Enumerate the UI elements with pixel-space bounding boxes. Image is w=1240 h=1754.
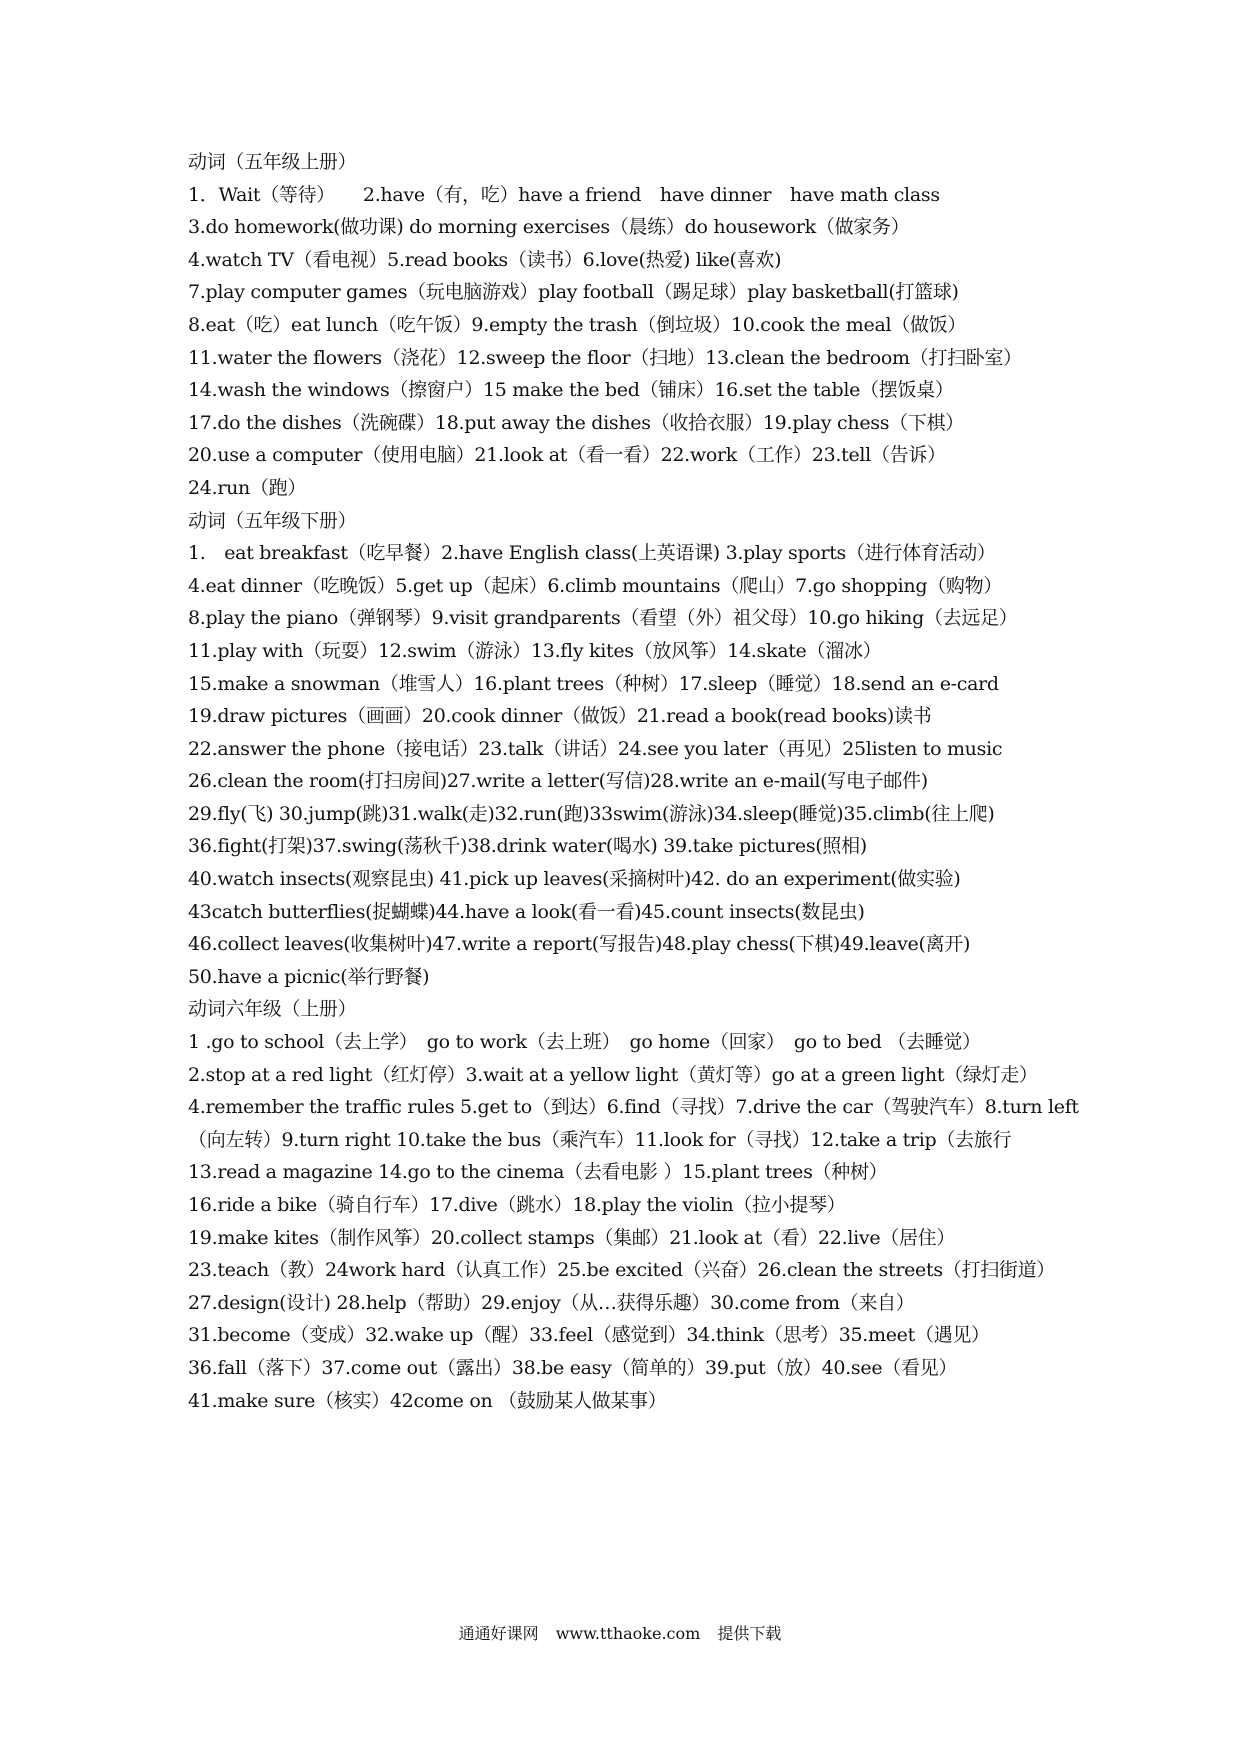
text-line: （向左转）9.turn right 10.take the bus（乘汽车）11.look for（寻找）12.take a trip（去旅行 xyxy=(188,1128,1012,1151)
text-line: 1. eat breakfast（吃早餐）2.have English class(上英语课) 3.play sports（进行体育活动） xyxy=(188,542,996,565)
text-line: 41.make sure（核实）42come on （鼓励某人做某事） xyxy=(188,1389,667,1412)
text-line: 23.teach（教）24work hard（认真工作）25.be excited（兴奋）26.clean the streets（打扫街道） xyxy=(188,1259,1055,1282)
text-line: 17.do the dishes（洗碗碟）18.put away the dishes（收拾衣服）19.play chess（下棋） xyxy=(188,411,964,434)
text-line: 19.draw pictures（画画）20.cook dinner（做饭）21.read a book(read books)读书 xyxy=(188,705,932,728)
text-line: 16.ride a bike（骑自行车）17.dive（跳水）18.play the violin（拉小提琴） xyxy=(188,1194,846,1216)
text-line: 动词（五年级下册） xyxy=(188,509,357,532)
text-line: 动词六年级（上册） xyxy=(188,998,357,1021)
text-line: 4.watch TV（看电视）5.read books（读书）6.love(热爱) like(喜欢) xyxy=(188,248,782,271)
text-line: 8.eat（吃）eat lunch（吃午饭）9.empty the trash（倒垃圾）10.cook the meal（做饭） xyxy=(188,313,967,336)
text-line: 46.collect leaves(收集树叶)47.write a report(写报告)48.play chess(下棋)49.leave(离开) xyxy=(188,933,971,956)
footer-url: www.tthaoke.com xyxy=(555,1624,701,1643)
text-line: 19.make kites（制作风筝）20.collect stamps（集邮）21.look at（看）22.live（居住） xyxy=(188,1226,956,1249)
text-line: 13.read a magazine 14.go to the cinema（去看电影 ）15.plant trees（种树） xyxy=(188,1161,888,1184)
text-line: 20.use a computer（使用电脑）21.look at（看一看）22.work（工作）23.tell（告诉） xyxy=(188,444,946,467)
text-line: 8.play the piano（弹钢琴）9.visit grandparents（看望（外）祖父母）10.go hiking（去远足） xyxy=(188,607,1018,630)
text-line: 2.stop at a red light（红灯停）3.wait at a yellow light（黄灯等）go at a green light（绿灯走） xyxy=(188,1063,1038,1086)
text-line: 26.clean the room(打扫房间)27.write a letter(写信)28.write an e-mail(写电子邮件) xyxy=(188,770,928,793)
text-line: 36.fall（落下）37.come out（露出）38.be easy（简单的）39.put（放）40.see（看见） xyxy=(188,1356,958,1379)
text-line: 15.make a snowman（堆雪人）16.plant trees（种树）17.sleep（睡觉）18.send an e-card xyxy=(188,672,999,695)
footer-suffix: 提供下载 xyxy=(717,1624,782,1643)
text-line: 4.remember the traffic rules 5.get to（到达）6.find（寻找）7.drive the car（驾驶汽车）8.turn left xyxy=(188,1096,1079,1119)
text-line: 1 .go to school（去上学） go to work（去上班） go home（回家） go to bed （去睡觉） xyxy=(188,1031,981,1054)
text-line: 29.fly(飞) 30.jump(跳)31.walk(走)32.run(跑)33swim(游泳)34.sleep(睡觉)35.climb(往上爬) xyxy=(188,802,995,825)
text-line: 11.water the flowers（浇花）12.sweep the floor（扫地）13.clean the bedroom（打扫卧室） xyxy=(188,346,1022,369)
text-line: 50.have a picnic(举行野餐) xyxy=(188,965,430,988)
text-line: 24.run（跑） xyxy=(188,476,307,499)
text-line: 4.eat dinner（吃晚饭）5.get up（起床）6.climb mountains（爬山）7.go shopping（购物） xyxy=(188,574,1003,597)
page-footer xyxy=(0,1622,1240,1646)
text-line: 36.fight(打架)37.swing(荡秋千)38.drink water(喝水) 39.take pictures(照相) xyxy=(188,835,867,858)
text-line: 7.play computer games（玩电脑游戏）play football（踢足球）play basketball(打篮球) xyxy=(188,281,959,304)
text-line: 31.become（变成）32.wake up（醒）33.feel（感觉到）34.think（思考）35.meet（遇见） xyxy=(188,1324,990,1347)
text-line: 3.do homework(做功课) do morning exercises（晨练）do housework（做家务） xyxy=(188,216,910,239)
text-line: 1．Wait（等待） 2.have（有，吃）have a friend have dinner have math class xyxy=(188,183,940,206)
text-line: 43catch butterflies(捉蝴蝶)44.have a look(看一看)45.count insects(数昆虫) xyxy=(188,900,865,923)
text-line: 40.watch insects(观察昆虫) 41.pick up leaves(采摘树叶)42. do an experiment(做实验) xyxy=(188,868,961,891)
verb-list xyxy=(188,146,1088,1417)
text-line: 27.design(设计) 28.help（帮助）29.enjoy（从…获得乐趣）30.come from（来自） xyxy=(188,1291,915,1314)
text-line: 22.answer the phone（接电话）23.talk（讲话）24.see you later（再见）25listen to music xyxy=(188,737,1003,760)
footer-site-name: 通通好课网 xyxy=(458,1624,539,1643)
text-line: 14.wash the windows（擦窗户）15 make the bed（铺床）16.set the table（摆饭桌） xyxy=(188,379,954,402)
text-line: 动词（五年级上册） xyxy=(188,151,357,173)
text-line: 11.play with（玩耍）12.swim（游泳）13.fly kites（放风筝）14.skate（溜冰） xyxy=(188,639,882,662)
